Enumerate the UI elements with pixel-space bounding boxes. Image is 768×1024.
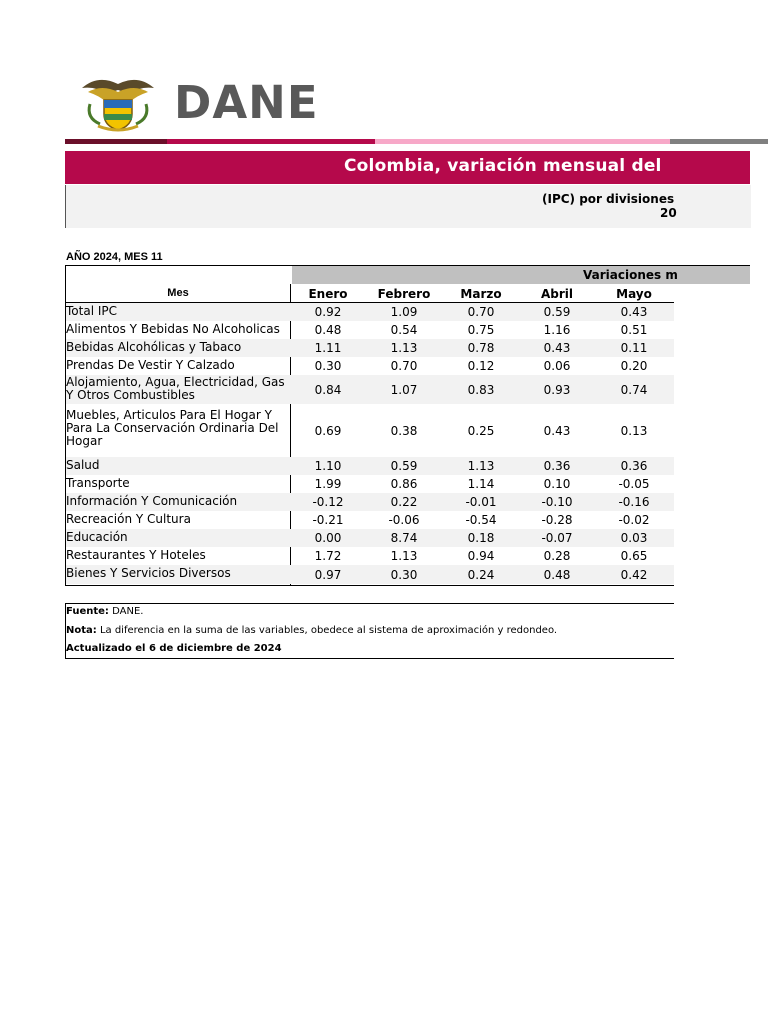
table-bottom-border xyxy=(65,585,674,586)
row-value-marzo: 1.14 xyxy=(467,477,495,491)
row-value-enero: 0.69 xyxy=(314,424,342,438)
table-row xyxy=(66,303,674,321)
source-value: DANE. xyxy=(108,606,144,617)
brand-name: DANE xyxy=(174,76,319,129)
brand-stripe-dark xyxy=(65,139,167,144)
row-value-mayo: 0.03 xyxy=(620,531,648,545)
table-row xyxy=(66,457,674,475)
row-value-enero: 0.92 xyxy=(314,305,342,319)
row-value-febrero: 1.13 xyxy=(390,341,418,355)
row-value-mayo: 0.13 xyxy=(620,424,648,438)
table-row xyxy=(66,357,674,375)
row-value-abril: -0.10 xyxy=(541,495,573,509)
row-value-enero: 1.72 xyxy=(314,549,342,563)
row-value-mayo: -0.16 xyxy=(618,495,650,509)
row-value-abril: 0.93 xyxy=(543,383,571,397)
row-value-febrero: 0.70 xyxy=(390,359,418,373)
source-label: Fuente: xyxy=(66,606,109,617)
row-value-febrero: -0.06 xyxy=(388,513,420,527)
row-value-abril: 0.36 xyxy=(543,459,571,473)
row-value-abril: 0.10 xyxy=(543,477,571,491)
table-row xyxy=(66,511,674,529)
variations-header-band xyxy=(292,266,750,284)
row-value-mayo: 0.65 xyxy=(620,549,648,563)
row-value-abril: 0.43 xyxy=(543,424,571,438)
row-value-febrero: 0.59 xyxy=(390,459,418,473)
row-value-febrero: 0.86 xyxy=(390,477,418,491)
row-value-marzo: 0.70 xyxy=(467,305,495,319)
row-label: Educación xyxy=(66,530,128,544)
table-row xyxy=(66,321,674,339)
row-value-abril: -0.28 xyxy=(541,513,573,527)
row-value-marzo: 0.83 xyxy=(467,383,495,397)
updated-text: Actualizado el 6 de diciembre de 2024 xyxy=(66,643,282,654)
row-label: Bienes Y Servicios Diversos xyxy=(66,566,231,580)
row-value-mayo: 0.51 xyxy=(620,323,648,337)
row-label: Alojamiento, Agua, Electricidad, Gas Y Otros Combustibles xyxy=(66,375,285,402)
row-value-febrero: 0.38 xyxy=(390,424,418,438)
row-value-abril: 0.59 xyxy=(543,305,571,319)
row-value-marzo: 0.12 xyxy=(467,359,495,373)
row-value-mayo: -0.02 xyxy=(618,513,650,527)
row-value-enero: 1.11 xyxy=(314,341,342,355)
row-value-mayo: 0.43 xyxy=(620,305,648,319)
row-value-mayo: 0.42 xyxy=(620,568,648,582)
col-header-febrero: Febrero xyxy=(377,287,431,301)
row-value-mayo: -0.05 xyxy=(618,477,650,491)
row-value-mayo: 0.36 xyxy=(620,459,648,473)
row-value-febrero: 0.30 xyxy=(390,568,418,582)
note-label: Nota: xyxy=(66,625,97,636)
col-header-enero: Enero xyxy=(308,287,348,301)
table-row xyxy=(66,339,674,357)
row-value-febrero: 1.09 xyxy=(390,305,418,319)
notes-top-border xyxy=(65,603,674,604)
row-value-abril: 1.16 xyxy=(543,323,571,337)
col-header-mes: Mes xyxy=(167,287,189,299)
row-label: Bebidas Alcohólicas y Tabaco xyxy=(66,340,242,354)
notes-bottom-border xyxy=(65,658,674,659)
row-value-marzo: 0.18 xyxy=(467,531,495,545)
table-row xyxy=(66,547,674,565)
row-value-abril: 0.06 xyxy=(543,359,571,373)
table-row xyxy=(66,404,674,457)
row-label: Restaurantes Y Hoteles xyxy=(66,548,206,562)
row-value-enero: 1.10 xyxy=(314,459,342,473)
table-row xyxy=(66,565,674,584)
row-label: Información Y Comunicación xyxy=(66,494,238,508)
row-value-febrero: 8.74 xyxy=(390,531,418,545)
period-label: AÑO 2024, MES 11 xyxy=(66,251,163,263)
subtitle-bar xyxy=(65,185,751,228)
row-value-mayo: 0.11 xyxy=(620,341,648,355)
row-label: Alimentos Y Bebidas No Alcoholicas xyxy=(66,322,280,336)
row-value-enero: 0.84 xyxy=(314,383,342,397)
updated-note xyxy=(66,643,282,654)
row-label: Prendas De Vestir Y Calzado xyxy=(66,358,235,372)
page-title: Colombia, variación mensual del xyxy=(344,156,662,176)
dane-logo xyxy=(78,74,353,132)
row-value-mayo: 0.20 xyxy=(620,359,648,373)
note-value: La diferencia en la suma de las variables, obedece al sistema de aproximación y redondeo. xyxy=(96,625,558,636)
row-value-febrero: 0.54 xyxy=(390,323,418,337)
row-value-mayo: 0.74 xyxy=(620,383,648,397)
brand-stripe-pink xyxy=(375,139,670,144)
table-row xyxy=(66,375,674,404)
subtitle: (IPC) por divisiones xyxy=(542,192,675,206)
row-value-febrero: 0.22 xyxy=(390,495,418,509)
row-label: Recreación Y Cultura xyxy=(66,512,191,526)
row-value-marzo: 0.75 xyxy=(467,323,495,337)
subtitle-year: 20 xyxy=(660,206,677,220)
row-value-febrero: 1.07 xyxy=(390,383,418,397)
source-note xyxy=(66,606,143,617)
row-value-marzo: 1.13 xyxy=(467,459,495,473)
table-row xyxy=(66,475,674,493)
col-header-mayo: Mayo xyxy=(616,287,652,301)
row-value-marzo: 0.24 xyxy=(467,568,495,582)
title-bar xyxy=(65,151,750,184)
row-value-enero: 0.97 xyxy=(314,568,342,582)
row-value-abril: 0.28 xyxy=(543,549,571,563)
table-row xyxy=(66,493,674,511)
row-label: Salud xyxy=(66,458,100,472)
row-value-enero: 0.00 xyxy=(314,531,342,545)
row-value-abril: 0.48 xyxy=(543,568,571,582)
row-label: Transporte xyxy=(66,476,130,490)
coat-of-arms-icon xyxy=(78,74,158,132)
row-value-febrero: 1.13 xyxy=(390,549,418,563)
col-header-abril: Abril xyxy=(540,287,574,301)
row-label: Muebles, Articulos Para El Hogar Y Para La Conservación Ordinaria Del Hogar xyxy=(66,408,279,448)
row-value-enero: 1.99 xyxy=(314,477,342,491)
rounding-note xyxy=(66,625,557,636)
col-header-marzo: Marzo xyxy=(460,287,502,301)
row-value-abril: 0.43 xyxy=(543,341,571,355)
row-value-marzo: 0.78 xyxy=(467,341,495,355)
row-value-enero: -0.21 xyxy=(312,513,344,527)
brand-stripe-red xyxy=(167,139,375,144)
row-value-marzo: -0.01 xyxy=(465,495,497,509)
row-value-marzo: 0.25 xyxy=(467,424,495,438)
variations-header: Variaciones m xyxy=(583,268,678,282)
row-value-abril: -0.07 xyxy=(541,531,573,545)
row-label: Total IPC xyxy=(66,304,117,318)
row-value-enero: 0.30 xyxy=(314,359,342,373)
row-value-enero: -0.12 xyxy=(312,495,344,509)
row-value-marzo: 0.94 xyxy=(467,549,495,563)
brand-stripe-gray xyxy=(670,139,768,144)
row-value-marzo: -0.54 xyxy=(465,513,497,527)
row-value-enero: 0.48 xyxy=(314,323,342,337)
table-row xyxy=(66,529,674,547)
